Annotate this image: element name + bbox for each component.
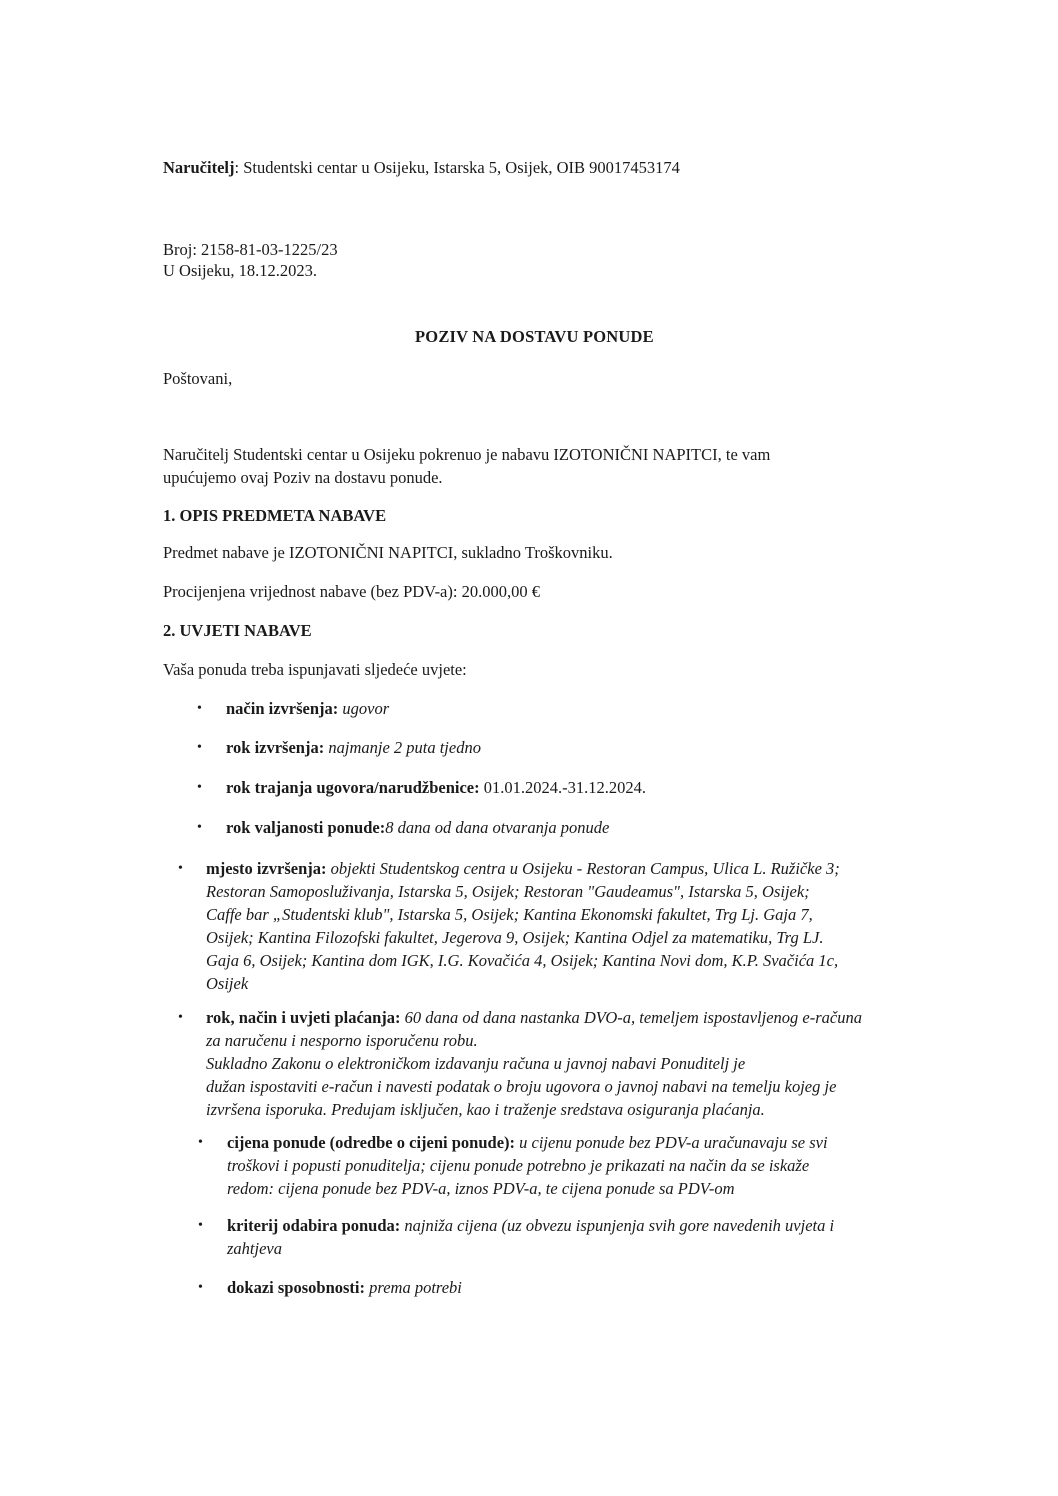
intro-line-1: Naručitelj Studentski centar u Osijeku pokrenuo je nabavu IZOTONIČNI NAPITCI, te vam [163,445,771,464]
condition-label: mjesto izvršenja [206,859,322,878]
condition-label: rok izvršenja [226,738,319,757]
bullet-marker: • [197,740,202,755]
section-1-subject: Predmet nabave je IZOTONIČNI NAPITCI, sukladno Troškovniku. [163,543,613,562]
intro-line-2: upućujemo ovaj Poziv na dostavu ponude. [163,468,443,487]
place-date: U Osijeku, 18.12.2023. [163,261,317,280]
condition-label: rok valjanosti ponude [226,818,380,837]
condition-label: rok trajanja ugovora/narudžbenice [226,778,475,797]
condition-value: objekti Studentskog centra u Osijeku - Restoran Campus, Ulica L. Ružičke 3; [330,859,840,878]
section-2-heading: 2. UVJETI NABAVE [163,621,312,640]
bullet-marker: • [178,861,183,876]
condition-label: dokazi sposobnosti [227,1278,360,1297]
condition-value: ugovor [342,699,390,718]
contracting-authority [163,158,680,178]
condition-value-continued: Restoran Samoposluživanja, Istarska 5, Osijek; Restoran "Gaudeamus", Istarska 5, Osijek; Caffe bar „Studentski klub", Istarska 5, Osijek; Kantina Ekonomski fakultet, Trg Lj. Gaja 7, Osijek; Kantina Filozofski fakultet, Jegerova 9, Osijek; Kantina Odjel za matematiku, Trg LJ. Gaja 6, Osijek; Kantina dom IGK, I.G. Kovačića 4, Osijek; Kantina Novi dom, K.P. Svačića 1c, Osijek [206,882,839,993]
condition-value-continued: za naručenu i nesporno isporučenu robu. Sukladno Zakonu o elektroničkom izdavanju računa u javnoj nabavi Ponuditelj je dužan ispostaviti e-račun i navesti podatak o broju ugovora o javnoj nabavi na temelju kojeg je izvršena isporuka. Predujam isključen, kao i traženje sredstava osiguranja plaćanja. [206,1031,837,1119]
condition-label: kriterij odabira ponuda [227,1216,395,1235]
section-2-lead: Vaša ponuda treba ispunjavati sljedeće uvjete: [163,660,467,679]
condition-value: 8 dana od dana otvaranja ponude [385,818,610,837]
document-title: POZIV NA DOSTAVU PONUDE [415,327,654,346]
reference-number: Broj: 2158-81-03-1225/23 [163,240,338,259]
condition-value: najmanje 2 puta tjedno [328,738,481,757]
condition-value: prema potrebi [369,1278,462,1297]
condition-value: 60 dana od dana nastanka DVO-a, temeljem ispostavljenog e-računa [404,1008,862,1027]
condition-label: rok, način i uvjeti plaćanja [206,1008,396,1027]
condition-value-continued: troškovi i popusti ponuditelja; cijenu ponude potrebno je prikazati na način da se iskaže redom: cijena ponude bez PDV-a, iznos PDV-a, te cijena ponude sa PDV-om [227,1156,810,1198]
condition-label: cijena ponude (odredbe o cijeni ponude) [227,1133,510,1152]
bullet-marker: • [197,820,202,835]
contracting-authority-text: : Studentski centar u Osijeku, Istarska 5, Osijek, OIB 90017453174 [234,158,680,177]
bullet-marker: • [178,1010,183,1025]
condition-value-continued: zahtjeva [227,1239,282,1258]
bullet-marker: • [198,1218,203,1233]
bullet-marker: • [197,780,202,795]
section-1-value: Procijenjena vrijednost nabave (bez PDV-a): 20.000,00 € [163,582,540,601]
condition-value: u cijenu ponude bez PDV-a uračunavaju se svi [519,1133,828,1152]
bullet-marker: • [197,701,202,716]
contracting-authority-label: Naručitelj [163,158,235,177]
section-1-heading: 1. OPIS PREDMETA NABAVE [163,506,387,525]
condition-value: najniža cijena (uz obvezu ispunjenja svih gore navedenih uvjeta i [404,1216,835,1235]
bullet-marker: • [198,1135,203,1150]
bullet-marker: • [198,1280,203,1295]
condition-label: način izvršenja [226,699,333,718]
condition-value: 01.01.2024.-31.12.2024. [483,778,646,797]
greeting: Poštovani, [163,369,233,388]
